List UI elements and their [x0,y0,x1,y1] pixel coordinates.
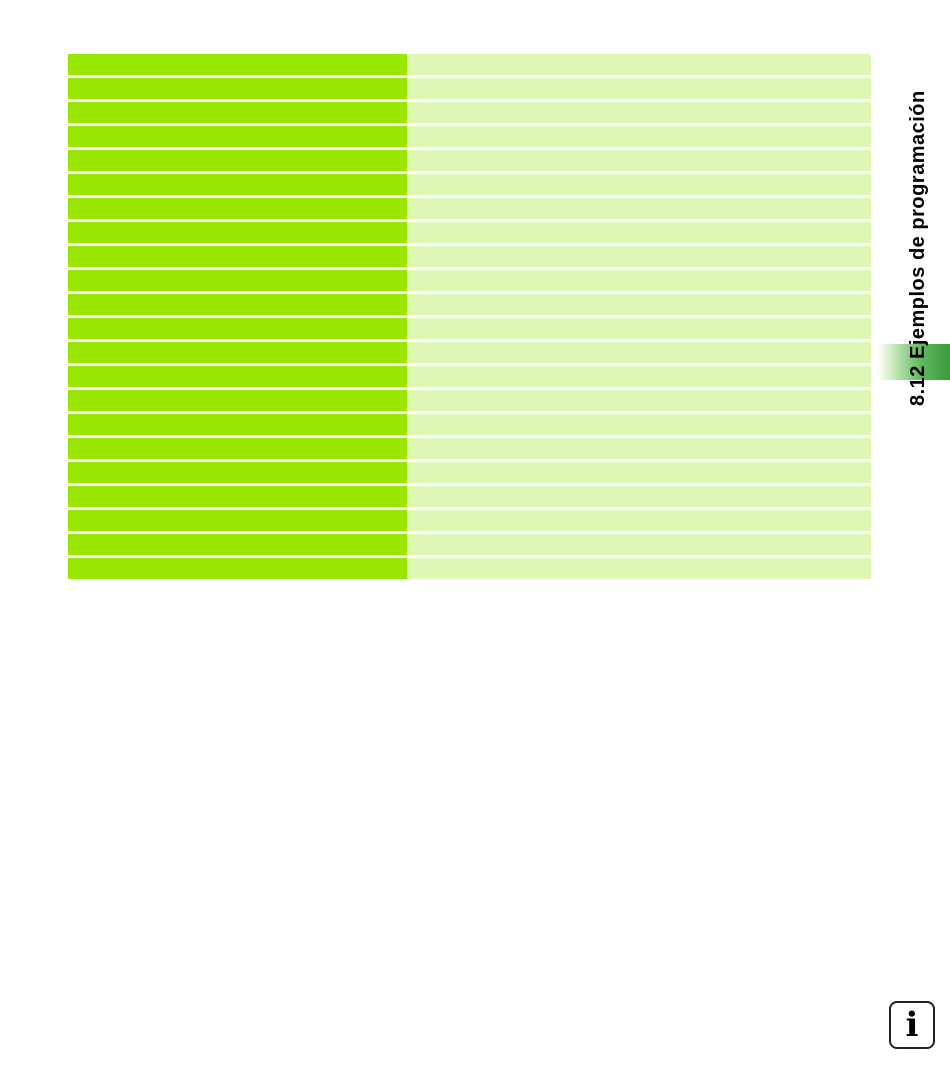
table-cell-comment [407,534,871,555]
table-row [68,222,871,243]
table-row [68,174,871,195]
table-cell-comment [407,486,871,507]
table-cell-block [68,366,407,387]
section-title: 8.12 Ejemplos de programación [907,90,929,406]
table-cell-block [68,438,407,459]
table-cell-block [68,102,407,123]
table-cell-comment [407,438,871,459]
table-cell-block [68,270,407,291]
table-row [68,462,871,483]
table-cell-comment [407,102,871,123]
table-cell-block [68,534,407,555]
table-cell-comment [407,126,871,147]
table-row [68,534,871,555]
table-row [68,294,871,315]
table-cell-block [68,318,407,339]
table-row [68,78,871,99]
table-cell-block [68,126,407,147]
table-cell-comment [407,342,871,363]
table-cell-block [68,462,407,483]
table-row [68,270,871,291]
table-cell-comment [407,510,871,531]
table-row [68,318,871,339]
table-cell-block [68,414,407,435]
table-cell-comment [407,414,871,435]
table-row [68,150,871,171]
table-row [68,342,871,363]
table-row [68,558,871,579]
table-cell-block [68,390,407,411]
table-cell-block [68,342,407,363]
table-row [68,414,871,435]
table-cell-comment [407,294,871,315]
table-cell-block [68,150,407,171]
table-row [68,102,871,123]
table-row [68,390,871,411]
table-cell-comment [407,174,871,195]
table-row [68,366,871,387]
table-cell-comment [407,318,871,339]
table-cell-comment [407,270,871,291]
table-cell-comment [407,462,871,483]
table-cell-comment [407,150,871,171]
table-row [68,198,871,219]
table-cell-comment [407,558,871,579]
table-cell-block [68,294,407,315]
table-row [68,126,871,147]
table-cell-block [68,54,407,75]
table-cell-comment [407,390,871,411]
info-icon: i [905,1005,919,1045]
table-cell-block [68,558,407,579]
table-cell-block [68,510,407,531]
table-cell-comment [407,198,871,219]
table-cell-comment [407,78,871,99]
table-cell-block [68,198,407,219]
table-cell-comment [407,246,871,267]
table-cell-block [68,78,407,99]
table-row [68,438,871,459]
table-cell-block [68,174,407,195]
table-row [68,510,871,531]
table-cell-comment [407,222,871,243]
table-cell-block [68,246,407,267]
table-cell-block [68,486,407,507]
program-table [68,54,871,582]
table-cell-comment [407,366,871,387]
table-cell-comment [407,54,871,75]
table-row [68,246,871,267]
info-button[interactable] [889,1001,935,1049]
table-cell-block [68,222,407,243]
table-row [68,54,871,75]
table-row [68,486,871,507]
